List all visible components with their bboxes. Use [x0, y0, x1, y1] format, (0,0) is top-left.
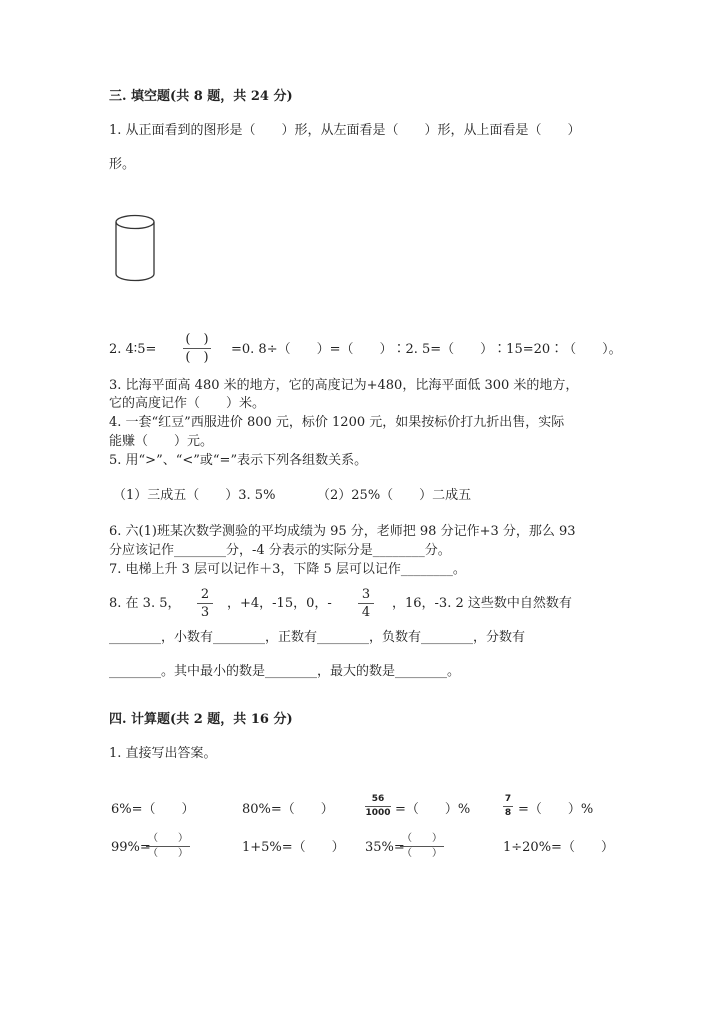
section4-title: 四. 计算题(共 2 题，共 16 分)	[109, 712, 293, 727]
q8-line3: ________。其中最小的数是________，最大的数是________。	[109, 664, 461, 679]
q8-frac1-den: 3	[200, 605, 210, 620]
q8-suffix: ，16，-3. 2 这些数中自然数有	[392, 596, 572, 611]
q3-line1: 3. 比海平面高 480 米的地方，它的高度记为+480，比海平面低 300 米的地方，	[109, 378, 579, 393]
q2-prefix: 2. 4∶5=	[109, 342, 157, 357]
calc-r2-c1-fraction	[146, 834, 190, 859]
calc-r2-c1-prefix: 99%=	[111, 840, 151, 855]
cylinder-icon	[114, 212, 160, 284]
q2-fraction	[183, 333, 211, 364]
calc-r1-c4-rest: =（ ）%	[518, 802, 594, 817]
q6-line2: 分应该记作________分，-4 分表示的实际分是________分。	[109, 543, 451, 558]
q6-line1: 6. 六(1)班某次数学测验的平均成绩为 95 分，老师把 98 分记作+3 分，那么 93	[109, 524, 576, 539]
calc-r1-c2: 80%=（ ）	[242, 802, 334, 817]
q2-frac-den: ( )	[185, 350, 209, 365]
q8-line2: ________，小数有________，正数有________，负数有________，分数有	[109, 630, 526, 645]
q1-line2: 形。	[109, 157, 136, 172]
calc-r1-c3-num: 56	[371, 794, 385, 804]
calc-r2-c1-den: （ ）	[148, 848, 188, 859]
q2-rest: =0. 8÷（ ）=（ ）∶2. 5=（ ）∶15=20∶（ ）。	[231, 342, 622, 357]
s4-q1-line1: 1. 直接写出答案。	[109, 746, 217, 761]
section3-title: 三. 填空题(共 8 题，共 24 分)	[109, 89, 293, 104]
calc-r1-c3-fraction	[365, 795, 391, 818]
calc-r2-c3-fraction	[400, 834, 444, 859]
calc-r1-c3-den: 1000	[365, 808, 391, 818]
calc-r2-c3-num: （ ）	[402, 833, 442, 844]
q4-line2: 能赚（ ）元。	[109, 434, 214, 449]
q8-frac1-num: 2	[200, 587, 210, 602]
q8-frac2-den: 4	[361, 605, 371, 620]
calc-r1-c1: 6%=（ ）	[111, 802, 195, 817]
q5-part2: （2）25%（ ）二成五	[317, 488, 472, 503]
q3-line2: 它的高度记作（ ）米。	[109, 396, 266, 411]
q5-line1: 5. 用“>”、“<”或“=”表示下列各组数关系。	[109, 453, 368, 468]
q1-line1: 1. 从正面看到的图形是（ ）形，从左面看是（ ）形，从上面看是（ ）	[109, 123, 581, 138]
calc-r1-c4-num: 7	[504, 794, 512, 804]
calc-r2-c1-num: （ ）	[148, 833, 188, 844]
q4-line1: 4. 一套“红豆”西服进价 800 元，标价 1200 元，如果按标价打九折出售，实际	[109, 415, 565, 430]
q8-prefix: 8. 在 3. 5，	[109, 596, 181, 611]
calc-r1-c4-den: 8	[504, 808, 512, 818]
q7-line1: 7. 电梯上升 3 层可以记作＋3，下降 5 层可以记作________。	[109, 562, 466, 577]
q8-fraction-2	[358, 588, 374, 619]
q8-frac2-num: 3	[361, 587, 371, 602]
q5-part1: （1）三成五（ ）3. 5%	[113, 488, 276, 503]
calc-r2-c2: 1+5%=（ ）	[242, 840, 345, 855]
q8-fraction-1	[197, 588, 213, 619]
calc-r1-c3-rest: =（ ）%	[395, 802, 471, 817]
calc-r2-c3-den: （ ）	[402, 848, 442, 859]
calc-r1-c4-fraction	[503, 795, 513, 818]
calc-r2-c4: 1÷20%=（ ）	[503, 840, 614, 855]
q2-frac-num: ( )	[185, 332, 209, 347]
calc-r2-c3-prefix: 35%=	[365, 840, 405, 855]
q8-mid: ，+4，-15，0，-	[227, 596, 332, 611]
